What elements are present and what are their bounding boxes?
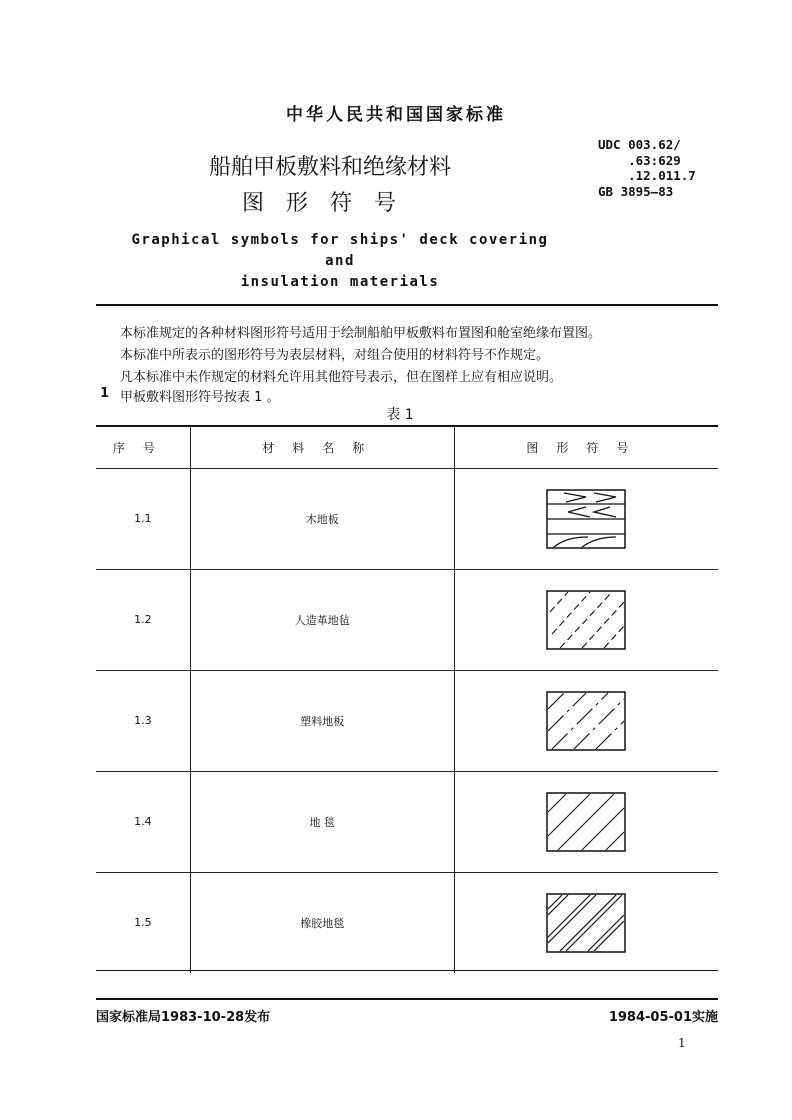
title-english: [120, 230, 560, 293]
paragraph-3: 凡本标准中未作规定的材料允许用其他符号表示，但在图样上应有相应说明。: [120, 370, 563, 385]
header-material: 材料名称: [190, 426, 454, 468]
row-number: 1.2: [96, 569, 190, 670]
row-number: 1.3: [96, 670, 190, 771]
carpet-symbol: [546, 792, 626, 852]
footer-divider: [96, 998, 718, 1000]
row-number: 1.1: [96, 468, 190, 569]
symbols-table: [96, 425, 718, 973]
title-english-line2: insulation materials: [240, 274, 440, 290]
rubber-carpet-symbol: [546, 893, 626, 953]
row-material: 塑料地板: [190, 670, 454, 771]
gb-number: GB 3895—83: [598, 183, 674, 199]
row-number: 1.5: [96, 872, 190, 973]
udc-line3: .12.011.7: [598, 168, 696, 183]
table-bottom-line: [96, 970, 718, 971]
title-english-line1: Graphical symbols for ships' deck covering and: [131, 232, 549, 269]
udc-line2: .63:629: [598, 152, 681, 168]
table-header-row: [96, 426, 718, 468]
table-caption: 表 1: [386, 407, 414, 423]
row-symbol-cell: [454, 670, 718, 771]
row-symbol-cell: [454, 569, 718, 670]
title-chinese-line2: 图形符号: [241, 191, 418, 216]
table-row: [96, 771, 718, 872]
artificial-leather-felt-symbol: [546, 590, 626, 650]
row-number: 1.4: [96, 771, 190, 872]
header-serial: 序号: [96, 426, 190, 468]
table-row: [96, 468, 718, 569]
row-symbol-cell: [454, 468, 718, 569]
row-symbol-cell: [454, 872, 718, 973]
row-material: 橡胶地毯: [190, 872, 454, 973]
effective-date: 1984-05-01实施: [608, 1010, 718, 1025]
standard-organization: 中华人民共和国国家标准: [286, 105, 506, 125]
udc-block: [598, 137, 696, 199]
table-row: [96, 872, 718, 973]
issue-date: 国家标准局1983-10-28发布: [96, 1010, 271, 1025]
paragraph-1: 本标准规定的各种材料图形符号适用于绘制船舶甲板敷料布置图和舱室绝缘布置图。: [120, 326, 602, 341]
wood-floor-symbol: [546, 489, 626, 549]
page-number: 1: [678, 1036, 686, 1050]
header-symbol: 图形符号: [526, 440, 647, 455]
udc-line1: UDC 003.62/: [598, 137, 681, 152]
row-material: 木地板: [190, 468, 454, 569]
title-chinese-line1: 船舶甲板敷料和绝缘材料: [208, 155, 451, 180]
clause-number: 1: [100, 386, 110, 401]
plastic-floor-symbol: [546, 691, 626, 751]
row-material: 地 毯: [190, 771, 454, 872]
table-row: [96, 569, 718, 670]
table-row: [96, 670, 718, 771]
clause-text: 甲板敷料图形符号按表 1 。: [120, 390, 280, 405]
header-divider: [96, 304, 718, 306]
paragraph-2: 本标准中所表示的图形符号为表层材料，对组合使用的材料符号不作规定。: [120, 348, 550, 363]
row-symbol-cell: [454, 771, 718, 872]
row-material: 人造革地毡: [190, 569, 454, 670]
